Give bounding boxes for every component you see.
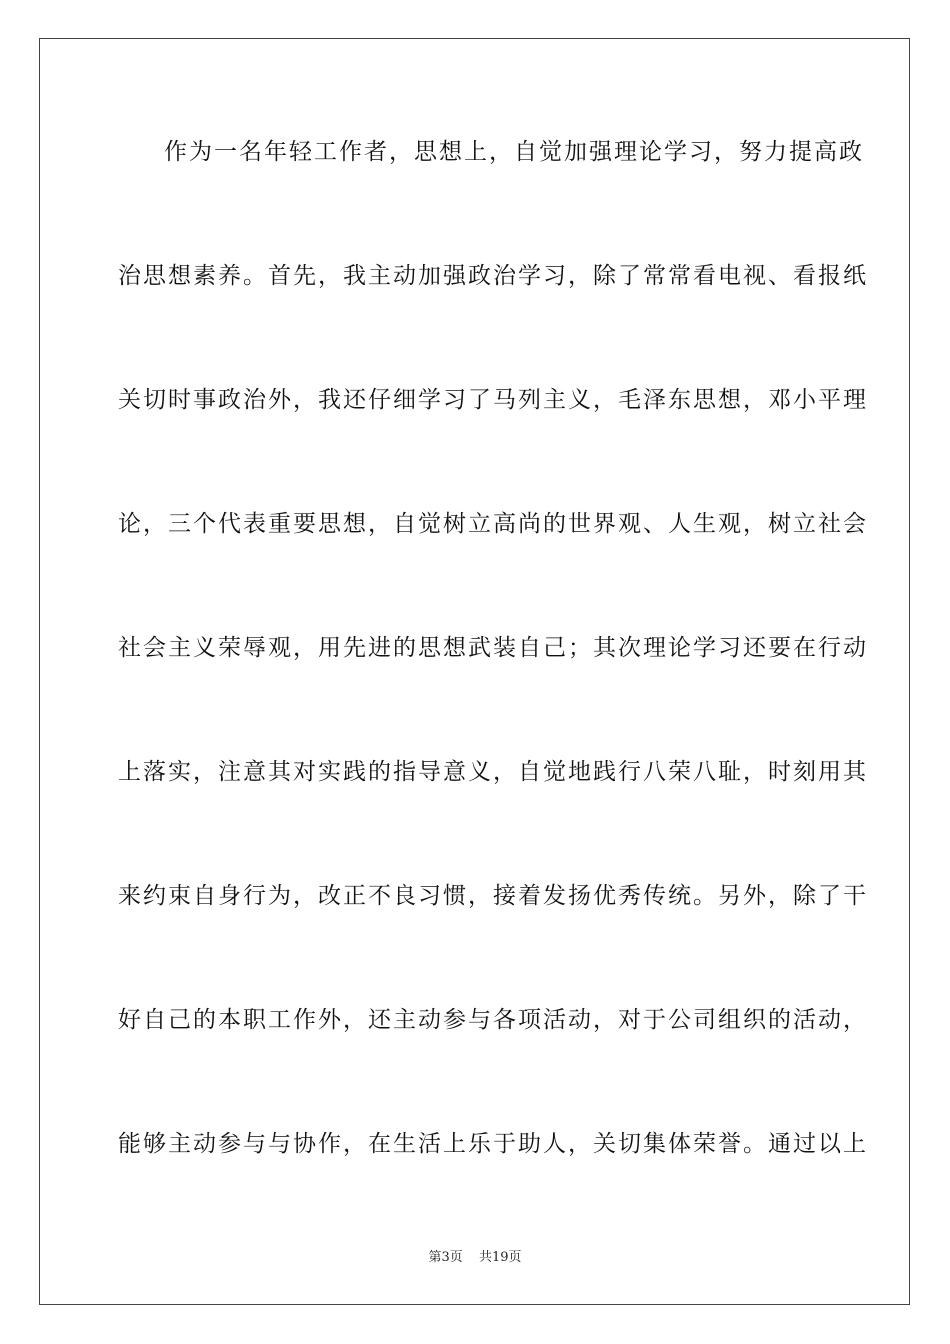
text-line-1: 作为一名年轻工作者，思想上，自觉加强理论学习，努力提高政 — [164, 139, 864, 165]
page-number: 第3页 — [428, 1250, 463, 1265]
text-line-8: 好自己的本职工作外，还主动参与各项活动，对于公司组织的活动， — [118, 1007, 868, 1033]
text-line-7: 来约束自身行为，改正不良习惯，接着发扬优秀传统。另外，除了干 — [118, 883, 868, 909]
document-body — [118, 131, 868, 1247]
text-line-6: 上落实，注意其对实践的指导意义，自觉地践行八荣八耻，时刻用其 — [118, 759, 868, 785]
text-line-2: 治思想素养。首先，我主动加强政治学习，除了常常看电视、看报纸 — [118, 263, 868, 289]
page-footer — [0, 1246, 950, 1265]
text-line-9: 能够主动参与与协作，在生活上乐于助人，关切集体荣誉。通过以上 — [118, 1131, 868, 1157]
text-line-4: 论，三个代表重要思想，自觉树立高尚的世界观、人生观，树立社会 — [118, 511, 868, 537]
total-pages: 共19页 — [478, 1250, 522, 1265]
text-line-3: 关切时事政治外，我还仔细学习了马列主义，毛泽东思想，邓小平理 — [118, 387, 868, 413]
text-line-5: 社会主义荣辱观，用先进的思想武装自己；其次理论学习还要在行动 — [118, 635, 868, 661]
